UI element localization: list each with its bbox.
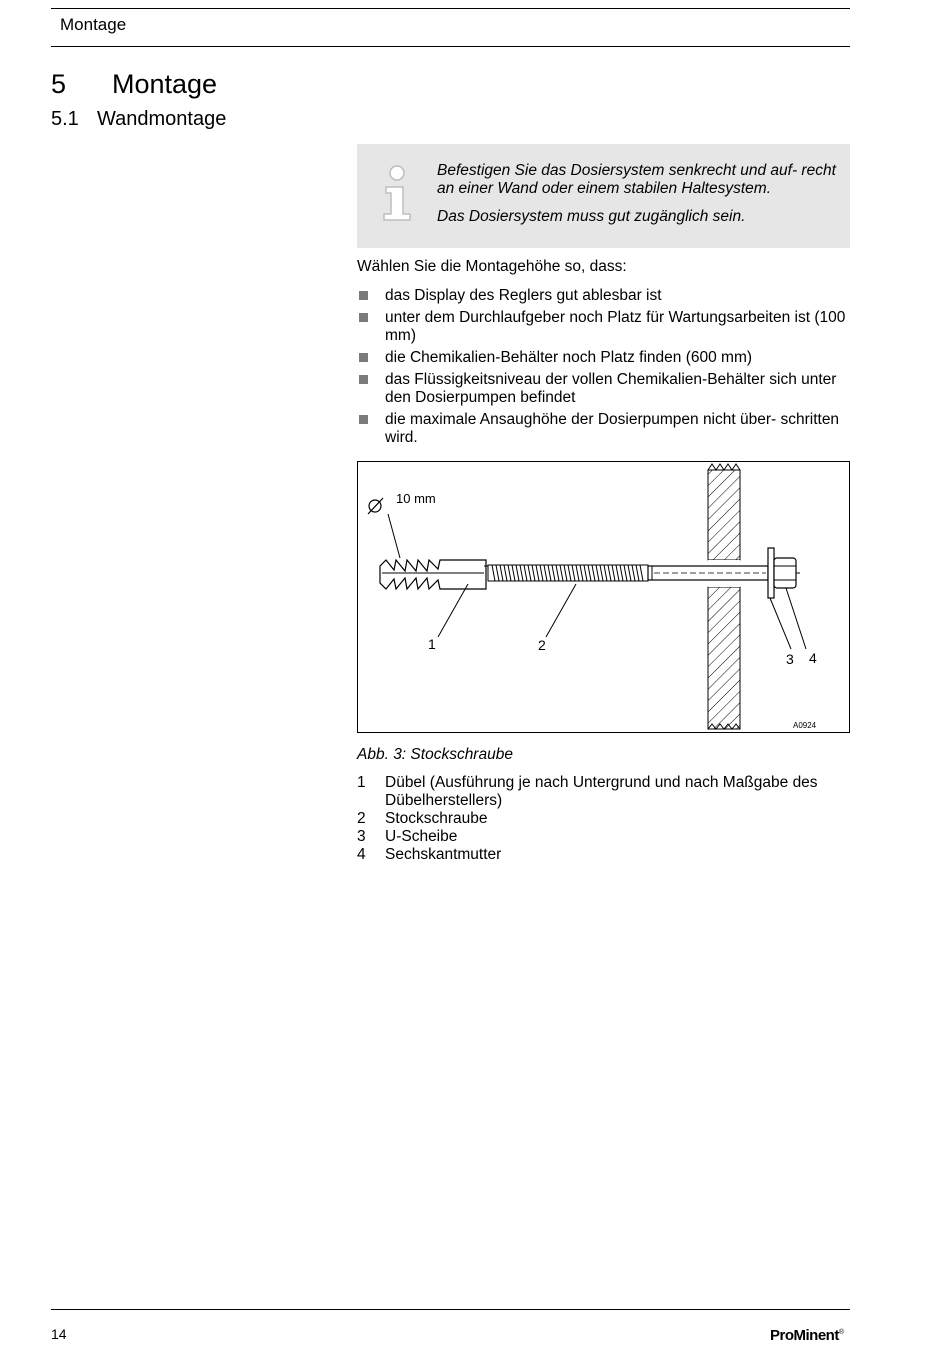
chapter-heading [51,69,217,100]
section-heading [51,108,226,131]
figure-code: A0924 [793,721,817,730]
figure-frame [357,461,850,733]
intro-text: Wählen Sie die Montagehöhe so, dass: [357,258,627,275]
washer-shape [768,548,774,598]
screw-shank [648,566,768,580]
leader-line [786,588,806,649]
callout-label-4: 4 [809,650,817,666]
bullet-square-icon [359,415,368,424]
info-icon [379,164,415,224]
list-item: die Chemikalien-Behälter noch Platz finden (600 mm) [357,349,852,367]
figure-legend [357,774,852,864]
hex-nut-shape [774,558,800,588]
bullet-square-icon [359,375,368,384]
list-item: das Display des Reglers gut ablesbar ist [357,287,852,305]
leader-line [546,584,576,637]
screw-anchor-diagram [358,462,849,732]
list-item: 2 Stockschraube [357,810,488,827]
info-line-2: Das Dosiersystem muss gut zugänglich sein. [437,208,746,225]
footer-rule [51,1309,850,1310]
running-header: Montage [60,15,127,34]
bullet-square-icon [359,353,368,362]
callout-label-1: 1 [428,636,436,652]
header-rule-top [51,8,850,9]
callout-label-2: 2 [538,637,546,653]
chapter-number: 5 [51,69,67,99]
header-rule-bottom [51,46,850,47]
info-box [357,144,850,248]
bullet-square-icon [359,291,368,300]
leader-line [388,514,400,558]
list-item: das Flüssigkeitsniveau der vollen Chemikalien-Behälter sich unter den Dosierpumpen befindet [357,371,852,407]
leader-line [438,584,468,637]
brand-logo: ProMinent® [770,1327,844,1344]
chapter-title: Montage [112,69,218,99]
screw-thread [484,565,648,581]
list-item: unter dem Durchlaufgeber noch Platz für Wartungsarbeiten ist (100 mm) [357,309,852,345]
callout-label-3: 3 [786,651,794,667]
wall-section [708,464,740,729]
bullet-square-icon [359,313,368,322]
leader-line [770,598,791,649]
list-item: 4 Sechskantmutter [357,846,502,863]
diameter-icon [368,498,383,514]
dowel-shape [380,560,486,589]
page-number: 14 [51,1326,67,1342]
section-title: Wandmontage [97,108,227,130]
info-line-1: Befestigen Sie das Dosiersystem senkrecht und auf- recht an einer Wand oder einem stabilen Haltesystem. [437,162,836,197]
bullet-list [357,287,852,451]
list-item: 1 Dübel (Ausführung je nach Untergrund und nach Maßgabe des Dübelherstellers) [357,774,818,809]
figure-caption: Abb. 3: Stockschraube [357,746,513,763]
section-number: 5.1 [51,108,79,130]
list-item: 3 U-Scheibe [357,828,458,845]
diameter-label: 10 mm [396,491,436,506]
list-item: die maximale Ansaughöhe der Dosierpumpen nicht über- schritten wird. [357,411,852,447]
